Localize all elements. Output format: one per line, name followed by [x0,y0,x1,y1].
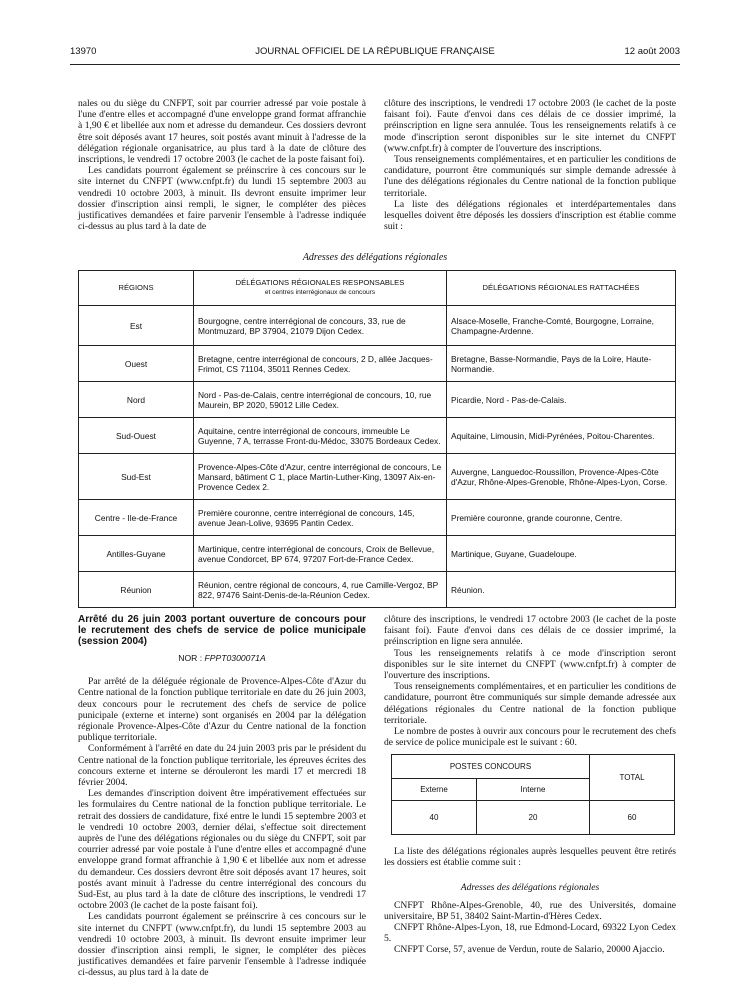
region-cell: Centre - Ile-de-France [79,500,194,536]
responsable-cell: Nord - Pas-de-Calais, centre interrégional de concours, 10, rue Maurein, BP 2020, 59012 Lille Cedex. [194,382,447,418]
paragraph: clôture des inscriptions, le vendredi 17 octobre 2003 (le cachet de la poste faisant foi). Faute d'envoi dans ces délais de ce dossier imprimé, la préinscription en ligne sera annulée. Tous les renseignements relatifs à ce mode d'inscription seront disponibles sur le site internet du CNFPT (www.cnfpt.fr) à compter de l'ouverture des inscriptions. [384,98,676,154]
article-right-continued [384,846,676,956]
paragraph: nales ou du siège du CNFPT, soit par courrier adressé par voie postale à l'une d'entre elles et accompagné d'une enveloppe grand format affranchie à 1,90 € et libellée aux nom et adresse du demandeur. Ces dossiers devront être soit déposés avant 17 heures, soit postés avant minuit à l'adresse de la délégation régionale organisatrice, au plus tard à la date de clôture des inscriptions, le vendredi 17 octobre 2003 (le cachet de la poste faisant foi). [78,98,366,166]
postes-externe-value: 40 [392,801,477,835]
address-item: CNFPT Rhône-Alpes-Grenoble, 40, rue des Universités, domaine universitaire, BP 51, 38402 Saint-Martin-d'Hères Cedex. [384,899,676,922]
postes-interne-header: Interne [477,779,590,801]
rattachee-cell: Bretagne, Basse-Normandie, Pays de la Loire, Haute-Normandie. [447,346,676,382]
paragraph: La liste des délégations régionales et interdépartementales dans lesquelles doivent être déposés les dossiers d'inscription est établie comme suit : [384,198,676,233]
rattachee-cell: Martinique, Guyane, Guadeloupe. [447,536,676,572]
table-row [79,418,676,454]
rattachee-cell: Réunion. [447,572,676,608]
rattachee-cell: Alsace-Moselle, Franche-Comté, Bourgogne, Lorraine, Champagne-Ardenne. [447,306,676,346]
paragraph: Tous renseignements complémentaires, et en particulier les conditions de candidature, pourront être communiqués sur simple demande adressée à l'une des délégations régionales du Centre national de la fonction publique territoriale. [384,154,676,199]
rattachee-cell: Première couronne, grande couronne, Centre. [447,500,676,536]
header-rule [70,64,680,65]
table-row [79,454,676,500]
region-cell: Nord [79,382,194,418]
responsable-cell: Réunion, centre régional de concours, 4, rue Camille-Vergoz, BP 822, 97476 Saint-Denis-de-la-Réunion Cedex. [194,572,447,608]
responsable-cell: Première couronne, centre interrégional de concours, 145, avenue Jean-Lolive, 93695 Pantin Cedex. [194,500,447,536]
delegations-table [78,270,676,608]
paragraph: Tous renseignements complémentaires, et en particulier les conditions de candidature, pourront être communiqués sur simple demande adressée aux délégations régionales du Centre national de la fonction publique territoriale. [384,681,676,726]
nor-reference [78,653,366,664]
article-left-column [78,614,366,979]
top-left-column [78,98,366,232]
page-header [70,46,680,60]
article-right-column [384,614,676,748]
paragraph: Conformément à l'arrêté en date du 24 juin 2003 pris par le président du Centre national de la fonction publique territoriale, les épreuves écrites des concours externe et interne se dérouleront les mardi 17 et mercredi 18 février 2004. [78,743,366,789]
postes-interne-value: 20 [477,801,590,835]
header-responsables [194,271,447,306]
header-rattachees: DÉLÉGATIONS RÉGIONALES RATTACHÉES [447,271,676,306]
table-row [79,536,676,572]
region-cell: Sud-Est [79,454,194,500]
paragraph: Les candidats pourront également se préinscrire à ces concours sur le site internet du CNFPT (www.cnfpt.fr) du lundi 15 septembre 2003 au vendredi 10 octobre 2003, à minuit. Ils devront ensuite imprimer leur dossier d'inscription ainsi rempli, le signer, le compléter des pièces justificatives demandées et faire parvenir l'ensemble à l'adresse indiquée ci-dessus au plus tard à la date de [78,165,366,233]
paragraph: clôture des inscriptions, le vendredi 17 octobre 2003 (le cachet de la poste faisant foi). Faute d'envoi dans ces délais de ce dossier imprimé, la préinscription en ligne sera annulée. [384,614,676,648]
responsable-cell: Provence-Alpes-Côte d'Azur, centre interrégional de concours, Le Mansard, bâtiment C 1, place Martin-Luther-King, 13097 Aix-en-Provence Cedex 2. [194,454,447,500]
rattachee-cell: Auvergne, Languedoc-Roussillon, Provence-Alpes-Côte d'Azur, Rhône-Alpes-Grenoble, Rhône-Alpes-Lyon, Corse. [447,454,676,500]
region-cell: Sud-Ouest [79,418,194,454]
table-header-row [79,271,676,306]
journal-title: JOURNAL OFFICIEL DE LA RÉPUBLIQUE FRANÇAISE [255,46,495,57]
header-regions: RÉGIONS [79,271,194,306]
responsable-cell: Aquitaine, centre interrégional de concours, immeuble Le Guyenne, 7 A, terrasse Front-du-Médoc, 33075 Bordeaux Cedex. [194,418,447,454]
page-number: 13970 [70,46,97,57]
postes-group-header: POSTES CONCOURS [392,755,590,779]
rattachee-cell: Aquitaine, Limousin, Midi-Pyrénées, Poitou-Charentes. [447,418,676,454]
postes-header-row [392,755,675,779]
postes-externe-header: Externe [392,779,477,801]
paragraph: Les demandes d'inscription doivent être impérativement effectuées sur les formulaires du Centre national de la fonction publique territoriale. Le retrait des dossiers de candidature, fixé entre le lundi 15 septembre 2003 et le vendredi 10 octobre 2003, dernier délai, s'effectue soit directement auprès de l'une des délégations régionales ou du siège du CNFPT, soit par courrier adressé par voie postale à l'une d'entre elles et accompagné d'une enveloppe grand format affranchie à 1,90 € et libellée aux nom et adresse du demandeur. Ces dossiers devront être soit déposés avant 17 heures, soit postés avant minuit à l'adresse du centre interrégional des concours du Sud-Est, au plus tard à la date de clôture des inscriptions, le vendredi 17 octobre 2003 (le cachet de la poste faisant foi). [78,788,366,912]
responsable-cell: Bourgogne, centre interrégional de concours, 33, rue de Montmuzard, BP 37904, 21079 Dijon Cedex. [194,306,447,346]
address-item: CNFPT Corse, 57, avenue de Verdun, route de Salario, 20000 Ajaccio. [394,944,665,956]
table-caption: Adresses des délégations régionales [302,252,448,263]
paragraph: Les candidats pourront également se préinscrire à ces concours sur le site internet du CNFPT (www.cnfpt.fr), du lundi 15 septembre 2003 au vendredi 10 octobre 2003, à minuit. Ils devront ensuite imprimer leur dossier d'inscription ainsi rempli, le signer, le compléter des pièces justificatives demandées et faire parvenir l'ensemble à l'adresse indiquée ci-dessus, au plus tard à la date de [78,911,366,979]
deleg-addresses-title: Adresses des délégations régionales [460,882,600,894]
table-row [79,500,676,536]
postes-table [391,754,675,835]
article-title: Arrêté du 26 juin 2003 portant ouverture de concours pour le recrutement des chefs de service de police municipale (session 2004) [78,614,366,647]
paragraph: La liste des délégations régionales auprès lesquelles peuvent être retirés les dossiers est établie comme suit : [384,846,676,869]
postes-total-value: 60 [590,801,675,835]
issue-date: 12 août 2003 [624,46,680,57]
responsable-cell: Bretagne, centre interrégional de concours, 2 D, allée Jacques-Frimot, CS 71104, 35011 Rennes Cedex. [194,346,447,382]
region-cell: Antilles-Guyane [79,536,194,572]
responsable-cell: Martinique, centre interrégional de concours, Croix de Bellevue, avenue Condorcet, BP 674, 97207 Fort-de-France Cedex. [194,536,447,572]
postes-values-row [392,801,675,835]
paragraph: Par arrêté de la déléguée régionale de Provence-Alpes-Côte d'Azur du Centre national de la fonction publique territoriale en date du 26 juin 2003, deux concours pour le recrutement des chefs de service de police punicipale (externe et interne) sont organisés en 2004 par la délégation régionale Provence-Alpes-Côte d'Azur du Centre national de la fonction publique territoriale. [78,676,366,744]
table-row [79,346,676,382]
paragraph: Tous les renseignements relatifs à ce mode d'inscription seront disponibles sur le site internet du CNFPT (www.cnfpt.fr) à compter de l'ouverture des inscriptions. [384,647,676,682]
region-cell: Ouest [79,346,194,382]
table-row [79,382,676,418]
table-row [79,306,676,346]
region-cell: Réunion [79,572,194,608]
top-right-column [384,98,676,232]
address-item: CNFPT Rhône-Alpes-Lyon, 18, rue Edmond-Locard, 69322 Lyon Cedex 5. [384,922,676,945]
rattachee-cell: Picardie, Nord - Pas-de-Calais. [447,382,676,418]
postes-total-header: TOTAL [590,755,675,801]
table-row [79,572,676,608]
region-cell: Est [79,306,194,346]
nor-code: FPPT0300071A [204,653,266,663]
nor-label: NOR : [178,653,203,663]
header-responsables-sub: et centres interrégionaux de concours [264,289,376,296]
header-responsables-label: DÉLÉGATIONS RÉGIONALES RESPONSABLES [235,278,405,287]
paragraph: Le nombre de postes à ouvrir aux concours pour le recrutement des chefs de service de police municipale est le suivant : 60. [384,726,676,749]
